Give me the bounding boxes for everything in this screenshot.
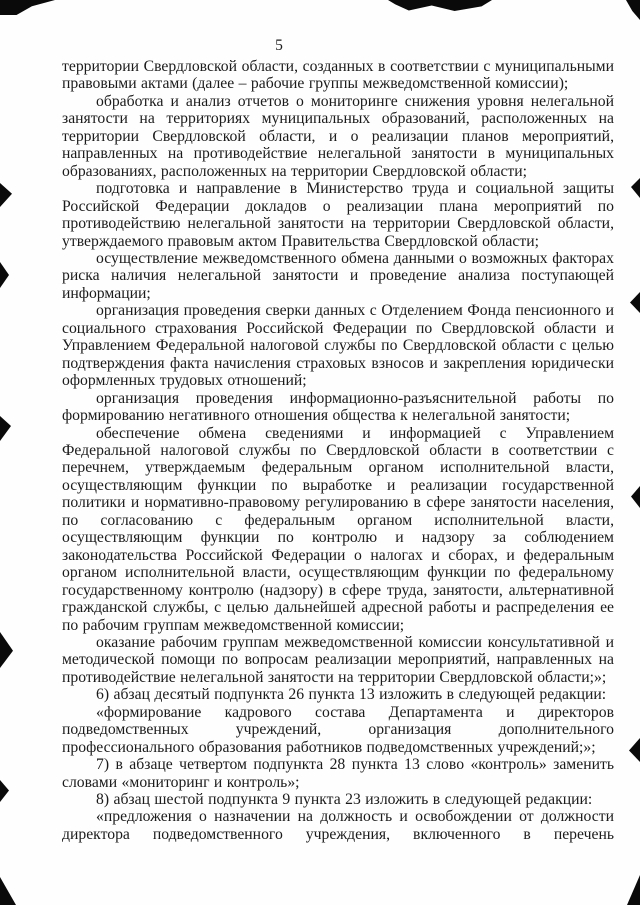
paragraph: осуществление межведомственного обмена данными о возможных факторах риска наличия нелегальной занятости и проведение анализа поступающей информации; bbox=[62, 249, 614, 302]
scan-mark bbox=[631, 178, 640, 198]
paragraph: «формирование кадрового состава Департамента и директоров подведомственных учреждений, организация дополнительного профессионального образования работников подведомственных учреждений;»; bbox=[62, 703, 614, 756]
document-body bbox=[62, 58, 614, 843]
scan-mark bbox=[629, 738, 640, 762]
paragraph: обработка и анализ отчетов о мониторинге снижения уровня нелегальной занятости на территориях муниципальных образований, расположенных на территории Свердловской области, и о реализации планов мероприятий, направленных на противодействие нелегальной занятости в муниципальных образованиях, расположенных на территории Свердловской области; bbox=[62, 92, 614, 180]
scan-mark bbox=[0, 416, 11, 441]
scan-mark bbox=[627, 875, 640, 905]
paragraph: 8) абзац шестой подпункта 9 пункта 23 изложить в следующей редакции: bbox=[96, 791, 593, 809]
paragraph: обеспечение обмена сведениями и информацией с Управлением Федеральной налоговой службы по Свердловской области в соответствии с перечнем, утверждаемым федеральным органом исполнительной власти, осуществляющим функции по выработке и реализации государственной политики и нормативно-правовому регулированию в сфере занятости населения, по согласованию с федеральным органом исполнительной власти, осуществляющим функции по контролю и надзору за соблюдением законодательства Российской Федерации о налогах и сборах, и федеральным органом исполнительной власти, осуществляющим функции по федеральному государственному контролю (надзору) в сфере труда, занятости, альтернативной гражданской службы, с целью дальнейшей адресной работы и распределения ее по рабочим группам межведомственной комиссии; bbox=[62, 424, 614, 634]
scan-mark bbox=[626, 0, 640, 20]
scan-mark bbox=[0, 877, 16, 905]
paragraph: оказание рабочим группам межведомственной комиссии консультативной и методической помощи по вопросам реализации мероприятий, направленных на противодействие нелегальной занятости на территории Свердловской области;»; bbox=[62, 633, 614, 686]
scan-mark bbox=[631, 486, 640, 508]
scan-mark bbox=[0, 632, 13, 668]
scan-mark bbox=[630, 292, 640, 313]
paragraph: организация проведения информационно-разъяснительной работы по формированию негативного отношения общества к нелегальной занятости; bbox=[62, 389, 614, 425]
paragraph: 6) абзац десятый подпункта 26 пункта 13 изложить в следующей редакции: bbox=[96, 686, 607, 704]
paragraph: организация проведения сверки данных с Отделением Фонда пенсионного и социального страхования Российской Федерации по Свердловской области и Управлением Федеральной налоговой службы по Свердловской области с целью подтверждения факта начисления страховых взносов и закрепления юридически оформленных трудовых отношений; bbox=[62, 302, 614, 390]
paragraph: 7) в абзаце четвертом подпункта 28 пункта 13 слово «контроль» заменить словами «мониторинг и контроль»; bbox=[62, 756, 614, 791]
paragraph: «предложения о назначении на должность и освобождении от должности директора подведомственного учреждения, включенного в перечень bbox=[62, 808, 614, 843]
scan-mark bbox=[0, 780, 9, 802]
paragraph: подготовка и направление в Министерство труда и социальной защиты Российской Федерации докладов о реализации плана мероприятий по противодействию нелегальной занятости на территории Свердловской области, утверждаемого правовым актом Правительства Свердловской области; bbox=[62, 180, 614, 250]
page-number: 5 bbox=[275, 37, 283, 54]
scan-mark bbox=[0, 0, 55, 15]
scan-mark bbox=[0, 183, 12, 207]
scan-mark bbox=[0, 262, 9, 288]
paragraph: территории Свердловской области, созданных в соответствии с муниципальными правовыми актами (далее – рабочие группы межведомственной комиссии); bbox=[62, 58, 614, 93]
scan-mark bbox=[388, 0, 492, 11]
